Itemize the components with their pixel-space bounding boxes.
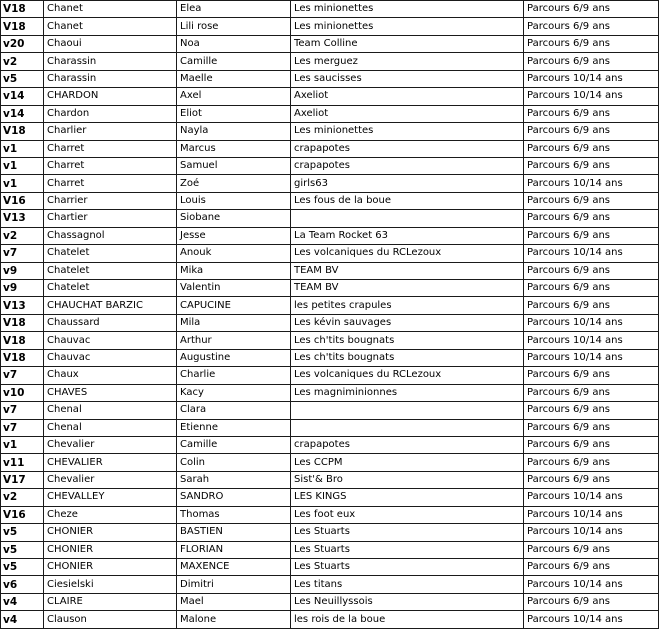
first-name-cell[interactable]: BASTIEN bbox=[177, 524, 291, 541]
course-cell[interactable]: Parcours 6/9 ans bbox=[524, 297, 659, 314]
last-name-cell[interactable]: Chevalier bbox=[44, 436, 177, 453]
first-name-cell[interactable]: Mika bbox=[177, 262, 291, 279]
team-cell[interactable]: Les volcaniques du RCLezoux bbox=[291, 367, 524, 384]
wave-cell[interactable]: V18 bbox=[1, 123, 44, 140]
table-row bbox=[1, 332, 659, 349]
course-cell[interactable]: Parcours 6/9 ans bbox=[524, 157, 659, 174]
wave-cell[interactable]: v4 bbox=[1, 593, 44, 610]
table-row bbox=[1, 314, 659, 331]
last-name-cell[interactable]: Charassin bbox=[44, 53, 177, 70]
team-cell[interactable]: Les minionettes bbox=[291, 18, 524, 35]
table-row bbox=[1, 506, 659, 523]
wave-cell[interactable]: V18 bbox=[1, 314, 44, 331]
team-cell[interactable]: Les minionettes bbox=[291, 123, 524, 140]
team-cell[interactable]: Les Neuillyssois bbox=[291, 593, 524, 610]
first-name-cell[interactable]: Thomas bbox=[177, 506, 291, 523]
course-cell[interactable]: Parcours 6/9 ans bbox=[524, 593, 659, 610]
wave-cell[interactable]: v1 bbox=[1, 157, 44, 174]
team-cell[interactable]: Les ch'tits bougnats bbox=[291, 349, 524, 366]
last-name-cell[interactable]: Chenal bbox=[44, 419, 177, 436]
course-cell[interactable]: Parcours 6/9 ans bbox=[524, 436, 659, 453]
course-cell[interactable]: Parcours 10/14 ans bbox=[524, 314, 659, 331]
course-cell[interactable]: Parcours 10/14 ans bbox=[524, 489, 659, 506]
wave-cell[interactable]: V16 bbox=[1, 192, 44, 209]
team-cell[interactable]: crapapotes bbox=[291, 436, 524, 453]
team-cell[interactable]: Les Stuarts bbox=[291, 524, 524, 541]
wave-cell[interactable]: V13 bbox=[1, 210, 44, 227]
team-cell[interactable]: Les titans bbox=[291, 576, 524, 593]
wave-cell[interactable]: V17 bbox=[1, 471, 44, 488]
team-cell[interactable]: Les Stuarts bbox=[291, 541, 524, 558]
team-cell[interactable]: crapapotes bbox=[291, 140, 524, 157]
table-row bbox=[1, 454, 659, 471]
wave-cell[interactable]: v14 bbox=[1, 88, 44, 105]
team-cell[interactable]: Les foot eux bbox=[291, 506, 524, 523]
course-cell[interactable]: Parcours 6/9 ans bbox=[524, 402, 659, 419]
first-name-cell[interactable]: MAXENCE bbox=[177, 559, 291, 576]
first-name-cell[interactable]: Camille bbox=[177, 53, 291, 70]
table-row bbox=[1, 140, 659, 157]
last-name-cell[interactable]: CHARDON bbox=[44, 88, 177, 105]
table-row bbox=[1, 541, 659, 558]
last-name-cell[interactable]: Charret bbox=[44, 175, 177, 192]
wave-cell[interactable]: v5 bbox=[1, 70, 44, 87]
course-cell[interactable]: Parcours 6/9 ans bbox=[524, 1, 659, 18]
wave-cell[interactable]: v2 bbox=[1, 489, 44, 506]
first-name-cell[interactable]: Camille bbox=[177, 436, 291, 453]
team-cell[interactable]: TEAM BV bbox=[291, 262, 524, 279]
course-cell[interactable]: Parcours 10/14 ans bbox=[524, 175, 659, 192]
wave-cell[interactable]: V16 bbox=[1, 506, 44, 523]
course-cell[interactable]: Parcours 6/9 ans bbox=[524, 192, 659, 209]
wave-cell[interactable]: v6 bbox=[1, 576, 44, 593]
last-name-cell[interactable]: Charret bbox=[44, 140, 177, 157]
first-name-cell[interactable]: Augustine bbox=[177, 349, 291, 366]
first-name-cell[interactable]: Clara bbox=[177, 402, 291, 419]
team-cell[interactable]: Sist'& Bro bbox=[291, 471, 524, 488]
team-cell[interactable]: les rois de la boue bbox=[291, 611, 524, 628]
last-name-cell[interactable]: Chaoui bbox=[44, 35, 177, 52]
course-cell[interactable]: Parcours 6/9 ans bbox=[524, 210, 659, 227]
team-cell[interactable]: LES KINGS bbox=[291, 489, 524, 506]
course-cell[interactable]: Parcours 6/9 ans bbox=[524, 454, 659, 471]
table-row bbox=[1, 1, 659, 18]
last-name-cell[interactable]: Chaux bbox=[44, 367, 177, 384]
last-name-cell[interactable]: CHONIER bbox=[44, 541, 177, 558]
wave-cell[interactable]: v7 bbox=[1, 419, 44, 436]
first-name-cell[interactable]: Arthur bbox=[177, 332, 291, 349]
course-cell[interactable]: Parcours 6/9 ans bbox=[524, 105, 659, 122]
team-cell[interactable]: Axeliot bbox=[291, 105, 524, 122]
course-cell[interactable]: Parcours 6/9 ans bbox=[524, 471, 659, 488]
first-name-cell[interactable]: Jesse bbox=[177, 227, 291, 244]
first-name-cell[interactable]: SANDRO bbox=[177, 489, 291, 506]
course-cell[interactable]: Parcours 10/14 ans bbox=[524, 576, 659, 593]
team-cell[interactable]: Les merguez bbox=[291, 53, 524, 70]
table-row bbox=[1, 367, 659, 384]
course-cell[interactable]: Parcours 10/14 ans bbox=[524, 88, 659, 105]
team-cell[interactable]: Axeliot bbox=[291, 88, 524, 105]
team-cell[interactable]: La Team Rocket 63 bbox=[291, 227, 524, 244]
last-name-cell[interactable]: Chatelet bbox=[44, 280, 177, 297]
first-name-cell[interactable]: Axel bbox=[177, 88, 291, 105]
last-name-cell[interactable]: Chaussard bbox=[44, 314, 177, 331]
last-name-cell[interactable]: Chauvac bbox=[44, 349, 177, 366]
table-row bbox=[1, 489, 659, 506]
course-cell[interactable]: Parcours 6/9 ans bbox=[524, 541, 659, 558]
wave-cell[interactable]: v20 bbox=[1, 35, 44, 52]
table-row bbox=[1, 593, 659, 610]
first-name-cell[interactable]: Sarah bbox=[177, 471, 291, 488]
wave-cell[interactable]: v11 bbox=[1, 454, 44, 471]
table-row bbox=[1, 262, 659, 279]
last-name-cell[interactable]: Chartier bbox=[44, 210, 177, 227]
course-cell[interactable]: Parcours 10/14 ans bbox=[524, 349, 659, 366]
first-name-cell[interactable]: Maelle bbox=[177, 70, 291, 87]
course-cell[interactable]: Parcours 10/14 ans bbox=[524, 611, 659, 628]
table-row bbox=[1, 123, 659, 140]
wave-cell[interactable]: v1 bbox=[1, 436, 44, 453]
last-name-cell[interactable]: Charassin bbox=[44, 70, 177, 87]
wave-cell[interactable]: V18 bbox=[1, 18, 44, 35]
wave-cell[interactable]: v4 bbox=[1, 611, 44, 628]
course-cell[interactable]: Parcours 6/9 ans bbox=[524, 18, 659, 35]
table-row bbox=[1, 105, 659, 122]
first-name-cell[interactable]: Valentin bbox=[177, 280, 291, 297]
table-row bbox=[1, 227, 659, 244]
wave-cell[interactable]: v14 bbox=[1, 105, 44, 122]
last-name-cell[interactable]: CHEVALIER bbox=[44, 454, 177, 471]
first-name-cell[interactable]: Dimitri bbox=[177, 576, 291, 593]
course-cell[interactable]: Parcours 6/9 ans bbox=[524, 123, 659, 140]
first-name-cell[interactable]: Nayla bbox=[177, 123, 291, 140]
table-row bbox=[1, 559, 659, 576]
table-row bbox=[1, 280, 659, 297]
wave-cell[interactable]: v1 bbox=[1, 175, 44, 192]
team-cell[interactable]: girls63 bbox=[291, 175, 524, 192]
course-cell[interactable]: Parcours 6/9 ans bbox=[524, 262, 659, 279]
wave-cell[interactable]: V18 bbox=[1, 332, 44, 349]
course-cell[interactable]: Parcours 6/9 ans bbox=[524, 559, 659, 576]
last-name-cell[interactable]: Chauvac bbox=[44, 332, 177, 349]
table-row bbox=[1, 402, 659, 419]
first-name-cell[interactable]: Elea bbox=[177, 1, 291, 18]
first-name-cell[interactable]: FLORIAN bbox=[177, 541, 291, 558]
wave-cell[interactable]: v7 bbox=[1, 402, 44, 419]
last-name-cell[interactable]: Charlier bbox=[44, 123, 177, 140]
wave-cell[interactable]: V18 bbox=[1, 349, 44, 366]
last-name-cell[interactable]: Ciesielski bbox=[44, 576, 177, 593]
first-name-cell[interactable]: Louis bbox=[177, 192, 291, 209]
last-name-cell[interactable]: Chenal bbox=[44, 402, 177, 419]
wave-cell[interactable]: v2 bbox=[1, 227, 44, 244]
course-cell[interactable]: Parcours 6/9 ans bbox=[524, 53, 659, 70]
wave-cell[interactable]: v5 bbox=[1, 559, 44, 576]
team-cell[interactable] bbox=[291, 210, 524, 227]
last-name-cell[interactable]: Cheze bbox=[44, 506, 177, 523]
wave-cell[interactable]: v7 bbox=[1, 367, 44, 384]
table-row bbox=[1, 419, 659, 436]
last-name-cell[interactable]: CHONIER bbox=[44, 524, 177, 541]
first-name-cell[interactable]: Kacy bbox=[177, 384, 291, 401]
team-cell[interactable]: Les CCPM bbox=[291, 454, 524, 471]
last-name-cell[interactable]: CHEVALLEY bbox=[44, 489, 177, 506]
course-cell[interactable]: Parcours 6/9 ans bbox=[524, 227, 659, 244]
table-row bbox=[1, 157, 659, 174]
table-row bbox=[1, 35, 659, 52]
first-name-cell[interactable]: Eliot bbox=[177, 105, 291, 122]
team-cell[interactable]: Les ch'tits bougnats bbox=[291, 332, 524, 349]
team-cell[interactable]: crapapotes bbox=[291, 157, 524, 174]
last-name-cell[interactable]: CLAIRE bbox=[44, 593, 177, 610]
table-row bbox=[1, 436, 659, 453]
course-cell[interactable]: Parcours 6/9 ans bbox=[524, 419, 659, 436]
table-row bbox=[1, 175, 659, 192]
table-row bbox=[1, 18, 659, 35]
wave-cell[interactable]: v5 bbox=[1, 541, 44, 558]
table-row bbox=[1, 192, 659, 209]
last-name-cell[interactable]: CHAVES bbox=[44, 384, 177, 401]
course-cell[interactable]: Parcours 10/14 ans bbox=[524, 70, 659, 87]
team-cell[interactable]: Les kévin sauvages bbox=[291, 314, 524, 331]
table-row bbox=[1, 297, 659, 314]
table-row bbox=[1, 349, 659, 366]
team-cell[interactable]: Les fous de la boue bbox=[291, 192, 524, 209]
wave-cell[interactable]: v7 bbox=[1, 245, 44, 262]
course-cell[interactable]: Parcours 10/14 ans bbox=[524, 245, 659, 262]
team-cell[interactable]: Les volcaniques du RCLezoux bbox=[291, 245, 524, 262]
team-cell[interactable]: Les Stuarts bbox=[291, 559, 524, 576]
first-name-cell[interactable]: Samuel bbox=[177, 157, 291, 174]
team-cell[interactable]: les petites crapules bbox=[291, 297, 524, 314]
last-name-cell[interactable]: Clauson bbox=[44, 611, 177, 628]
table-row bbox=[1, 524, 659, 541]
last-name-cell[interactable]: Charrier bbox=[44, 192, 177, 209]
table-row bbox=[1, 576, 659, 593]
course-cell[interactable]: Parcours 6/9 ans bbox=[524, 280, 659, 297]
course-cell[interactable]: Parcours 6/9 ans bbox=[524, 35, 659, 52]
first-name-cell[interactable]: Anouk bbox=[177, 245, 291, 262]
first-name-cell[interactable]: Siobane bbox=[177, 210, 291, 227]
last-name-cell[interactable]: Charret bbox=[44, 157, 177, 174]
last-name-cell[interactable]: Chassagnol bbox=[44, 227, 177, 244]
first-name-cell[interactable]: Marcus bbox=[177, 140, 291, 157]
last-name-cell[interactable]: Chevalier bbox=[44, 471, 177, 488]
last-name-cell[interactable]: CHAUCHAT BARZIC bbox=[44, 297, 177, 314]
team-cell[interactable]: Les saucisses bbox=[291, 70, 524, 87]
team-cell[interactable]: Team Colline bbox=[291, 35, 524, 52]
wave-cell[interactable]: v5 bbox=[1, 524, 44, 541]
wave-cell[interactable]: v1 bbox=[1, 140, 44, 157]
wave-cell[interactable]: v9 bbox=[1, 280, 44, 297]
course-cell[interactable]: Parcours 6/9 ans bbox=[524, 140, 659, 157]
last-name-cell[interactable]: Chardon bbox=[44, 105, 177, 122]
last-name-cell[interactable]: Chanet bbox=[44, 1, 177, 18]
first-name-cell[interactable]: Malone bbox=[177, 611, 291, 628]
course-cell[interactable]: Parcours 10/14 ans bbox=[524, 506, 659, 523]
course-cell[interactable]: Parcours 10/14 ans bbox=[524, 524, 659, 541]
course-cell[interactable]: Parcours 6/9 ans bbox=[524, 367, 659, 384]
first-name-cell[interactable]: Mael bbox=[177, 593, 291, 610]
course-cell[interactable]: Parcours 10/14 ans bbox=[524, 332, 659, 349]
team-cell[interactable]: TEAM BV bbox=[291, 280, 524, 297]
first-name-cell[interactable]: Colin bbox=[177, 454, 291, 471]
team-cell[interactable]: Les magniminionnes bbox=[291, 384, 524, 401]
table-row bbox=[1, 471, 659, 488]
team-cell[interactable] bbox=[291, 402, 524, 419]
wave-cell[interactable]: V13 bbox=[1, 297, 44, 314]
table-row bbox=[1, 88, 659, 105]
first-name-cell[interactable]: Zoé bbox=[177, 175, 291, 192]
first-name-cell[interactable]: Etienne bbox=[177, 419, 291, 436]
first-name-cell[interactable]: Lili rose bbox=[177, 18, 291, 35]
last-name-cell[interactable]: Chanet bbox=[44, 18, 177, 35]
first-name-cell[interactable]: Mila bbox=[177, 314, 291, 331]
table-row bbox=[1, 384, 659, 401]
team-cell[interactable]: Les minionettes bbox=[291, 1, 524, 18]
wave-cell[interactable]: V18 bbox=[1, 1, 44, 18]
wave-cell[interactable]: v2 bbox=[1, 53, 44, 70]
table-row bbox=[1, 70, 659, 87]
team-cell[interactable] bbox=[291, 419, 524, 436]
first-name-cell[interactable]: Noa bbox=[177, 35, 291, 52]
first-name-cell[interactable]: Charlie bbox=[177, 367, 291, 384]
last-name-cell[interactable]: Chatelet bbox=[44, 245, 177, 262]
wave-cell[interactable]: v9 bbox=[1, 262, 44, 279]
first-name-cell[interactable]: CAPUCINE bbox=[177, 297, 291, 314]
wave-cell[interactable]: v10 bbox=[1, 384, 44, 401]
table-row bbox=[1, 245, 659, 262]
table-row bbox=[1, 210, 659, 227]
last-name-cell[interactable]: CHONIER bbox=[44, 559, 177, 576]
last-name-cell[interactable]: Chatelet bbox=[44, 262, 177, 279]
table-row bbox=[1, 53, 659, 70]
table-row bbox=[1, 611, 659, 628]
course-cell[interactable]: Parcours 6/9 ans bbox=[524, 384, 659, 401]
